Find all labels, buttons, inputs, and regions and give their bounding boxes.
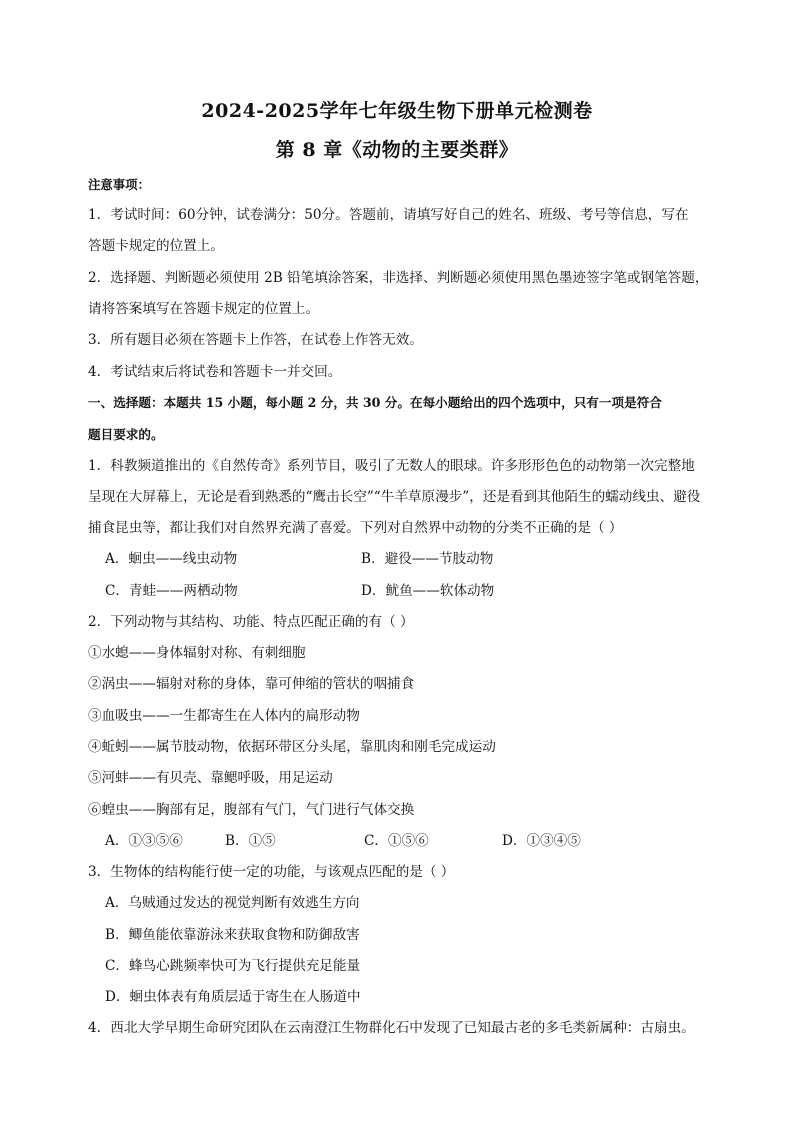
q3-option-d: D．蛔虫体表有角质层适于寄生在人肠道中: [105, 989, 361, 1005]
exam-title: 2024-2025学年七年级生物下册单元检测卷: [201, 100, 593, 122]
q1-option-c: C．青蛙——两栖动物: [105, 583, 238, 599]
q2-item: ②涡虫——辐射对称的身体，靠可伸缩的管状的咽捕食: [88, 676, 415, 692]
q2-item: ⑤河蚌——有贝壳、靠鳃呼吸，用足运动: [88, 770, 333, 786]
question-1-stem: 捕食昆虫等，都让我们对自然界充满了喜爱。下列对自然界中动物的分类不正确的是（ ）: [88, 520, 623, 536]
q1-option-b: B．避役——节肢动物: [361, 551, 494, 567]
q2-option-b: B．①⑤: [225, 833, 276, 849]
notice-item: 4．考试结束后将试卷和答题卡一并交回。: [88, 364, 342, 380]
q1-option-a: A．蛔虫——线虫动物: [105, 551, 238, 567]
q2-option-a: A．①③⑤⑥: [105, 833, 183, 849]
q3-option-b: B．鲫鱼能依靠游泳来获取食物和防御敌害: [105, 927, 360, 943]
question-1-stem: 1．科教频道推出的《自然传奇》系列节目，吸引了无数人的眼球。许多形形色色的动物第一次完整地: [88, 458, 695, 474]
q2-item: ⑥蝗虫——胸部有足，腹部有气门，气门进行气体交换: [88, 802, 415, 818]
chapter-title: 第 8 章《动物的主要类群》: [275, 139, 519, 161]
notice-item: 答题卡规定的位置上。: [88, 238, 224, 254]
notice-item: 请将答案填写在答题卡规定的位置上。: [88, 301, 320, 317]
q2-item: ③血吸虫——一生都寄生在人体内的扁形动物: [88, 708, 360, 724]
q2-item: ④蚯蚓——属节肢动物，依据环带区分头尾，靠肌肉和刚毛完成运动: [88, 739, 496, 755]
section-heading-cont: 题目要求的。: [88, 427, 164, 442]
notice-item: 1．考试时间：60分钟，试卷满分：50分。答题前，请填写好自己的姓名、班级、考号等信息，写在: [88, 207, 689, 223]
q3-option-c: C．蜂鸟心跳频率快可为飞行提供充足能量: [105, 958, 361, 974]
q2-option-c: C．①⑤⑥: [364, 833, 429, 849]
q2-option-d: D．①③④⑤: [502, 833, 581, 849]
question-4-stem: 4．西北大学早期生命研究团队在云南澄江生物群化石中发现了已知最古老的多毛类新属种：古扇虫。: [88, 1020, 695, 1036]
q1-option-d: D．鱿鱼——软体动物: [361, 583, 495, 599]
notice-item: 3．所有题目必须在答题卡上作答，在试卷上作答无效。: [88, 332, 423, 348]
q2-item: ①水螅——身体辐射对称、有刺细胞: [88, 645, 306, 661]
notice-item: 2．选择题、判断题必须使用 2B 铅笔填涂答案，非选择、判断题必须使用黑色墨迹签字笔或钢笔答题，: [88, 270, 709, 286]
question-2-stem: 2．下列动物与其结构、功能、特点匹配正确的有（ ）: [88, 614, 414, 630]
question-3-stem: 3．生物体的结构能行使一定的功能，与该观点匹配的是（ ）: [88, 864, 455, 880]
notice-heading: 注意事项：: [88, 177, 150, 192]
section-heading: 一、选择题：本题共 15 小题，每小题 2 分，共 30 分。在每小题给出的四个选项中，只有一项是符合: [88, 395, 662, 410]
q3-option-a: A．乌贼通过发达的视觉判断有效逃生方向: [105, 895, 360, 911]
question-1-stem: 呈现在大屏幕上，无论是看到熟悉的“鹰击长空”“牛羊草原漫步”，还是看到其他陌生的蠕动线虫、避役: [88, 489, 701, 505]
